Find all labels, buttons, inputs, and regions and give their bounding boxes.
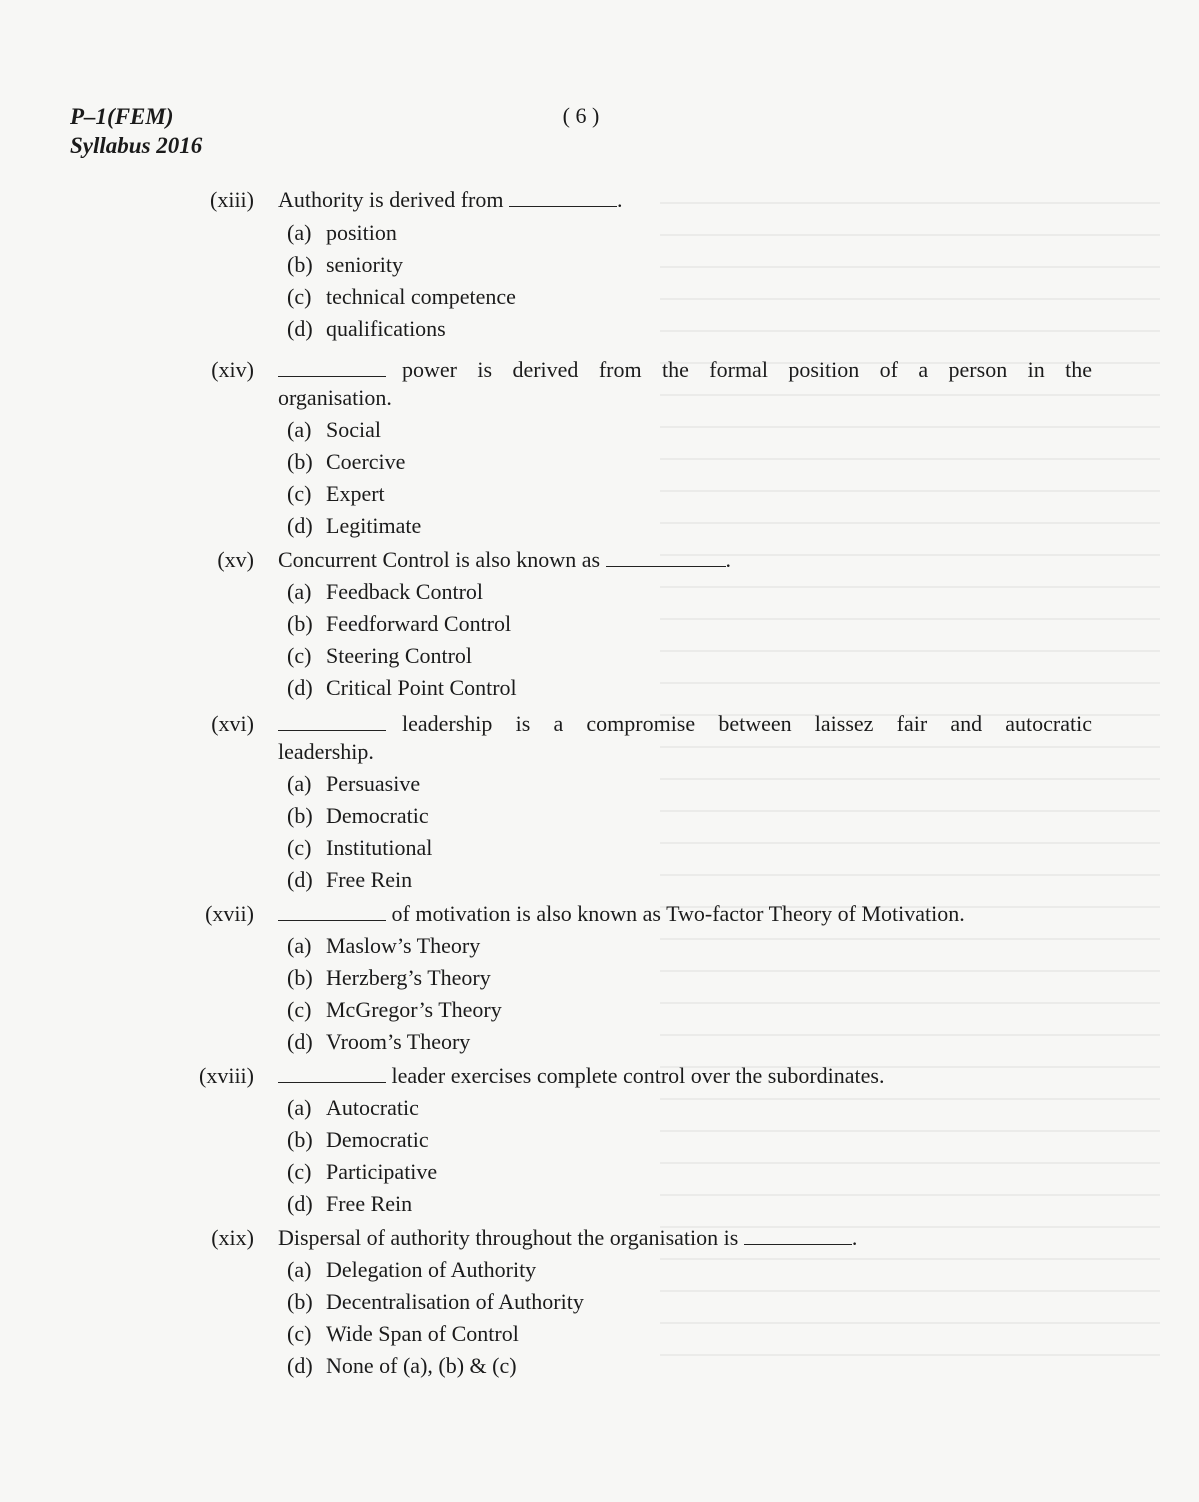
question-stem: Authority is derived from . — [278, 187, 623, 212]
option: (a) Autocratic — [287, 1095, 419, 1120]
paper-code: P–1(FEM) — [70, 104, 174, 129]
option: (b) Feedforward Control — [287, 611, 512, 636]
option: (c) Institutional — [287, 835, 433, 860]
option: (a) Maslow’s Theory — [287, 933, 481, 958]
option: (d) qualifications — [287, 316, 446, 341]
option: (b) Herzberg’s Theory — [287, 965, 491, 990]
option: (c) McGregor’s Theory — [287, 997, 502, 1022]
option: (a) Feedback Control — [287, 579, 484, 604]
option: (b) Democratic — [287, 1127, 429, 1152]
answer-blank — [278, 1062, 386, 1083]
option: (c) Steering Control — [287, 643, 473, 668]
question-number: (xviii) — [199, 1063, 254, 1088]
option: (d) Free Rein — [287, 1191, 413, 1216]
option: (a) Delegation of Authority — [287, 1257, 537, 1282]
option: (c) Expert — [287, 481, 385, 506]
question-number: (xiii) — [210, 187, 254, 212]
option: (a) Social — [287, 417, 381, 442]
question-number: (xvii) — [205, 901, 254, 926]
option: (d) None of (a), (b) & (c) — [287, 1353, 517, 1378]
option: (d) Free Rein — [287, 867, 413, 892]
answer-blank — [278, 356, 386, 377]
option: (a) position — [287, 220, 397, 245]
option: (b) seniority — [287, 252, 403, 277]
option: (a) Persuasive — [287, 771, 421, 796]
answer-blank — [509, 186, 617, 207]
question-stem: Concurrent Control is also known as . — [278, 547, 732, 572]
option: (c) Wide Span of Control — [287, 1321, 519, 1346]
option: (c) technical competence — [287, 284, 516, 309]
question-number: (xv) — [217, 547, 254, 572]
question-stem: of motivation is also known as Two-factor Theory of Motivation. — [278, 900, 1092, 928]
question-stem: Dispersal of authority throughout the organisation is . — [278, 1225, 858, 1250]
page-number: ( 6 ) — [562, 103, 600, 128]
question-number: (xiv) — [211, 357, 254, 382]
answer-blank — [744, 1224, 852, 1245]
option: (b) Democratic — [287, 803, 429, 828]
answer-blank — [606, 546, 726, 567]
option: (b) Coercive — [287, 449, 406, 474]
answer-blank — [278, 710, 386, 731]
syllabus-year: Syllabus 2016 — [70, 133, 203, 158]
option: (d) Critical Point Control — [287, 675, 517, 700]
question-stem: leadership is a compromise between laissez fair and autocratic leadership. — [278, 711, 1092, 764]
question-stem: power is derived from the formal position of a person in the organisation. — [278, 357, 1092, 410]
option: (c) Participative — [287, 1159, 438, 1184]
option: (d) Legitimate — [287, 513, 422, 538]
answer-blank — [278, 900, 386, 921]
option: (d) Vroom’s Theory — [287, 1029, 471, 1054]
question-number: (xix) — [211, 1225, 254, 1250]
question-stem: leader exercises complete control over the subordinates. — [278, 1062, 1092, 1090]
question-number: (xvi) — [211, 711, 254, 736]
option: (b) Decentralisation of Authority — [287, 1289, 584, 1314]
